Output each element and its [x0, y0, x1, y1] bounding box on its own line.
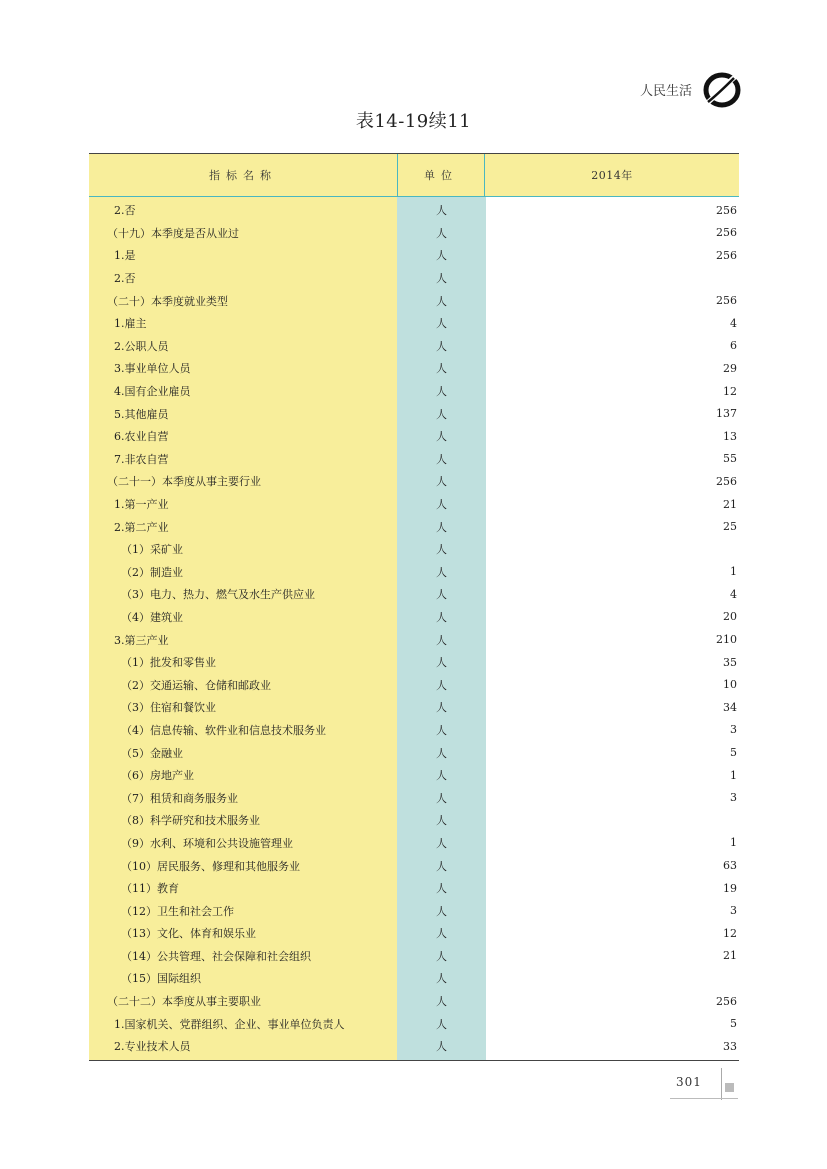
value-cell: 10 — [723, 678, 737, 692]
table-row — [89, 335, 739, 358]
value-cell: 256 — [716, 226, 737, 240]
table-row — [89, 628, 739, 651]
value-cell: 3 — [730, 723, 737, 737]
stylized-circle-logo-icon — [698, 70, 742, 110]
value-cell: 13 — [723, 429, 737, 443]
indicator-name-cell: （13）文化、体育和娱乐业 — [121, 927, 256, 941]
table-row — [89, 990, 739, 1013]
unit-cell: 人 — [436, 701, 447, 715]
table-row — [89, 493, 739, 516]
indicator-name-cell: 7.非农自营 — [114, 452, 169, 466]
table-row — [89, 651, 739, 674]
indicator-name-cell: （9）水利、环境和公共设施管理业 — [121, 836, 293, 850]
unit-cell: 人 — [436, 520, 447, 534]
value-cell: 12 — [723, 926, 737, 940]
footer-square-marker — [725, 1083, 734, 1092]
table-row — [89, 312, 739, 335]
indicator-name-cell: （12）卫生和社会工作 — [121, 904, 234, 918]
indicator-name-cell: 1.是 — [114, 249, 136, 263]
indicator-name-cell: （1）批发和零售业 — [121, 656, 216, 670]
unit-cell: 人 — [436, 769, 447, 783]
indicator-name-cell: 2.第二产业 — [114, 520, 169, 534]
table-row — [89, 832, 739, 855]
unit-cell: 人 — [436, 317, 447, 331]
table-header — [89, 154, 739, 197]
table-row — [89, 922, 739, 945]
table-row — [89, 267, 739, 290]
value-cell: 1 — [730, 836, 737, 850]
unit-cell: 人 — [436, 904, 447, 918]
value-cell: 4 — [730, 316, 737, 330]
table-row — [89, 786, 739, 809]
unit-cell: 人 — [436, 791, 447, 805]
table-row — [89, 222, 739, 245]
table-row — [89, 470, 739, 493]
table-row — [89, 877, 739, 900]
value-cell: 21 — [723, 949, 737, 963]
section-name: 人民生活 — [640, 84, 693, 99]
table-row — [89, 696, 739, 719]
indicator-name-cell: 5.其他雇员 — [114, 407, 169, 421]
table-row — [89, 741, 739, 764]
indicator-name-cell: 1.第一产业 — [114, 498, 169, 512]
column-header-name: 指标名称 — [89, 154, 397, 196]
value-cell: 19 — [723, 881, 737, 895]
column-header-unit: 单位 — [397, 154, 485, 196]
value-cell: 256 — [716, 994, 737, 1008]
value-cell: 63 — [723, 859, 737, 873]
table-row — [89, 244, 739, 267]
table-body — [89, 197, 739, 1060]
unit-cell: 人 — [436, 882, 447, 896]
unit-cell: 人 — [436, 475, 447, 489]
indicator-name-cell: 2.否 — [114, 204, 136, 218]
table-row — [89, 1035, 739, 1058]
unit-cell: 人 — [436, 272, 447, 286]
value-cell: 256 — [716, 248, 737, 262]
table-row — [89, 380, 739, 403]
table-row — [89, 899, 739, 922]
indicator-name-cell: （5）金融业 — [121, 746, 183, 760]
indicator-name-cell: （7）租赁和商务服务业 — [121, 791, 238, 805]
indicator-name-cell: 2.公职人员 — [114, 339, 169, 353]
indicator-name-cell: （4）信息传输、软件业和信息技术服务业 — [121, 723, 326, 737]
table-row — [89, 606, 739, 629]
unit-cell: 人 — [436, 249, 447, 263]
table-row — [89, 199, 739, 222]
value-cell: 21 — [723, 497, 737, 511]
indicator-name-cell: 1.雇主 — [114, 317, 147, 331]
indicator-name-cell: （十九）本季度是否从业过 — [107, 226, 239, 240]
indicator-name-cell: 2.否 — [114, 272, 136, 286]
indicator-name-cell: （10）居民服务、修理和其他服务业 — [121, 859, 300, 873]
value-cell: 210 — [716, 633, 737, 647]
indicator-name-cell: 4.国有企业雇员 — [114, 385, 191, 399]
unit-cell: 人 — [436, 949, 447, 963]
indicator-name-cell: 1.国家机关、党群组织、企业、事业单位负责人 — [114, 1017, 345, 1031]
value-cell: 256 — [716, 294, 737, 308]
value-cell: 5 — [730, 746, 737, 760]
unit-cell: 人 — [436, 972, 447, 986]
unit-cell: 人 — [436, 430, 447, 444]
unit-cell: 人 — [436, 995, 447, 1009]
table-row — [89, 764, 739, 787]
unit-cell: 人 — [436, 339, 447, 353]
unit-cell: 人 — [436, 226, 447, 240]
footer-divider-vertical — [721, 1068, 722, 1100]
column-header-year: 2014年 — [485, 154, 739, 196]
footer-divider-horizontal — [670, 1098, 738, 1099]
value-cell: 1 — [730, 768, 737, 782]
indicator-name-cell: （3）电力、热力、燃气及水生产供应业 — [121, 588, 315, 602]
unit-cell: 人 — [436, 1017, 447, 1031]
table-row — [89, 673, 739, 696]
table-row — [89, 289, 739, 312]
unit-cell: 人 — [436, 746, 447, 760]
value-cell: 29 — [723, 361, 737, 375]
unit-cell: 人 — [436, 814, 447, 828]
unit-cell: 人 — [436, 859, 447, 873]
unit-cell: 人 — [436, 1040, 447, 1054]
value-cell: 34 — [723, 700, 737, 714]
indicator-name-cell: 2.专业技术人员 — [114, 1040, 191, 1054]
unit-cell: 人 — [436, 588, 447, 602]
unit-cell: 人 — [436, 633, 447, 647]
indicator-name-cell: （14）公共管理、社会保障和社会组织 — [121, 949, 311, 963]
value-cell: 4 — [730, 587, 737, 601]
indicator-name-cell: （6）房地产业 — [121, 769, 194, 783]
unit-cell: 人 — [436, 656, 447, 670]
table-row — [89, 1012, 739, 1035]
value-cell: 12 — [723, 384, 737, 398]
value-cell: 256 — [716, 474, 737, 488]
unit-cell: 人 — [436, 385, 447, 399]
unit-cell: 人 — [436, 362, 447, 376]
running-header — [620, 74, 750, 106]
indicator-name-cell: 6.农业自营 — [114, 430, 169, 444]
table-row — [89, 809, 739, 832]
table-row — [89, 357, 739, 380]
indicator-name-cell: （二十一）本季度从事主要行业 — [107, 475, 261, 489]
unit-cell: 人 — [436, 927, 447, 941]
value-cell: 3 — [730, 791, 737, 805]
value-cell: 35 — [723, 655, 737, 669]
unit-cell: 人 — [436, 543, 447, 557]
table-row — [89, 448, 739, 471]
indicator-name-cell: （二十）本季度就业类型 — [107, 294, 228, 308]
table-row — [89, 583, 739, 606]
value-cell: 55 — [723, 452, 737, 466]
value-cell: 137 — [716, 407, 737, 421]
data-table — [89, 153, 739, 1061]
indicator-name-cell: （2）制造业 — [121, 565, 183, 579]
table-row — [89, 945, 739, 968]
unit-cell: 人 — [436, 836, 447, 850]
unit-cell: 人 — [436, 565, 447, 579]
value-cell: 25 — [723, 520, 737, 534]
value-cell: 256 — [716, 203, 737, 217]
indicator-name-cell: （3）住宿和餐饮业 — [121, 701, 216, 715]
indicator-name-cell: （15）国际组织 — [121, 972, 201, 986]
page-number: 301 — [676, 1075, 702, 1089]
table-row — [89, 515, 739, 538]
indicator-name-cell: （1）采矿业 — [121, 543, 183, 557]
table-row — [89, 425, 739, 448]
value-cell: 5 — [730, 1017, 737, 1031]
value-cell: 6 — [730, 339, 737, 353]
unit-cell: 人 — [436, 678, 447, 692]
value-cell: 20 — [723, 610, 737, 624]
table-row — [89, 967, 739, 990]
table-row — [89, 719, 739, 742]
indicator-name-cell: （2）交通运输、仓储和邮政业 — [121, 678, 271, 692]
value-cell: 1 — [730, 565, 737, 579]
page-title: 表14-19续11 — [355, 111, 472, 132]
indicator-name-cell: （11）教育 — [121, 882, 179, 896]
unit-cell: 人 — [436, 723, 447, 737]
unit-cell: 人 — [436, 294, 447, 308]
table-row — [89, 561, 739, 584]
unit-cell: 人 — [436, 204, 447, 218]
indicator-name-cell: （4）建筑业 — [121, 610, 183, 624]
unit-cell: 人 — [436, 610, 447, 624]
indicator-name-cell: 3.第三产业 — [114, 633, 169, 647]
table-row — [89, 402, 739, 425]
unit-cell: 人 — [436, 498, 447, 512]
indicator-name-cell: （8）科学研究和技术服务业 — [121, 814, 260, 828]
table-row — [89, 854, 739, 877]
table-row — [89, 538, 739, 561]
indicator-name-cell: 3.事业单位人员 — [114, 362, 191, 376]
indicator-name-cell: （二十二）本季度从事主要职业 — [107, 995, 261, 1009]
unit-cell: 人 — [436, 452, 447, 466]
value-cell: 3 — [730, 904, 737, 918]
value-cell: 33 — [723, 1039, 737, 1053]
unit-cell: 人 — [436, 407, 447, 421]
